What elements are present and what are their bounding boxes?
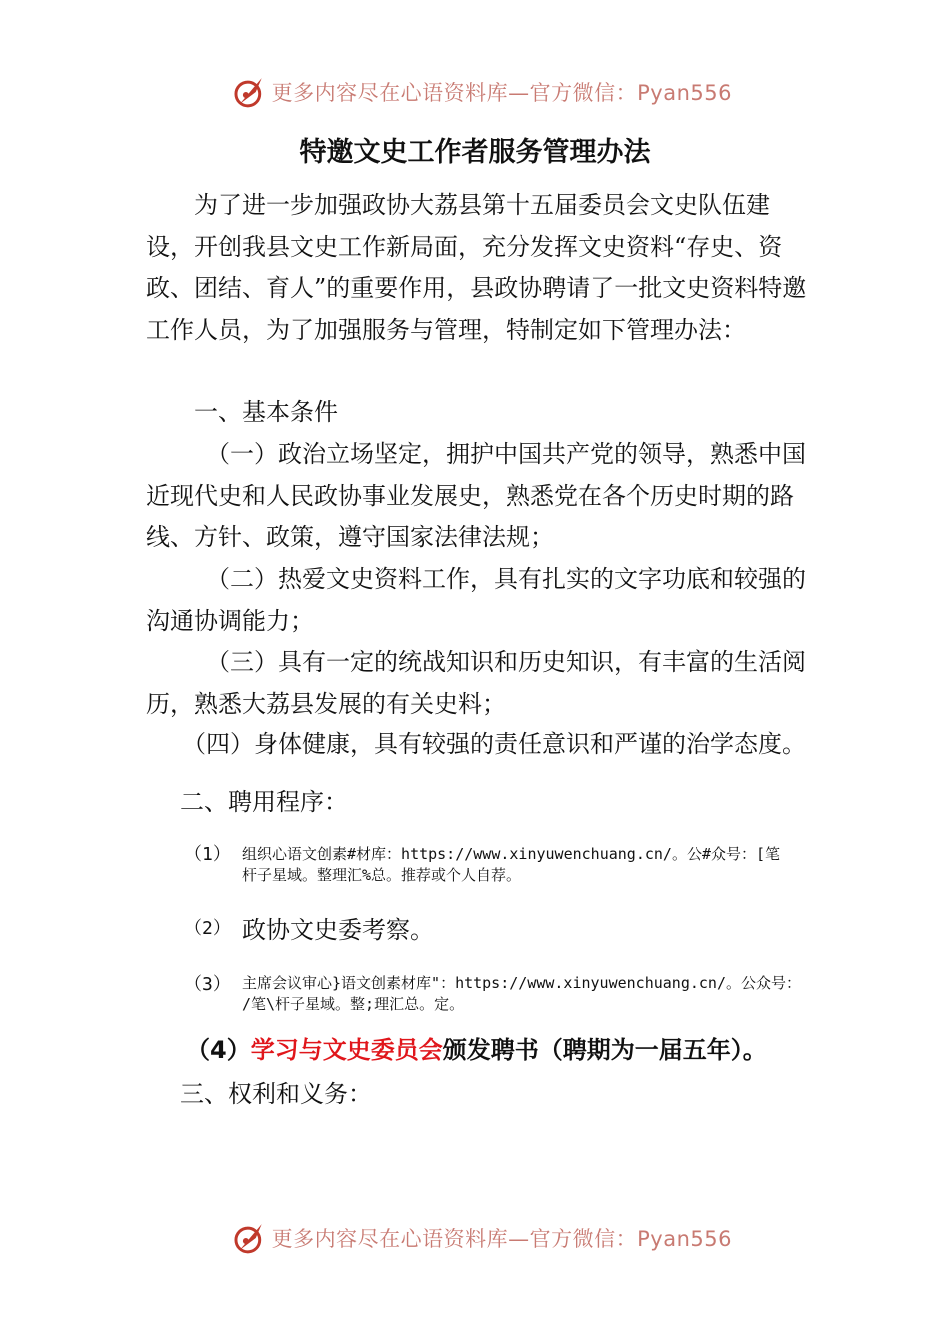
step4-red-text: 学习与文史委员会: [250, 1036, 443, 1064]
watermark-text: 更多内容尽在心语资料库—官方微信：Pyan556: [271, 1227, 732, 1251]
section1-heading: 一、基本条件: [194, 398, 338, 426]
step1-number: （1）: [184, 844, 231, 865]
footer-watermark-banner: [232, 1218, 732, 1258]
step2-number: （2）: [184, 918, 231, 939]
quill-logo-icon: [232, 1220, 268, 1256]
step3-number: （3）: [184, 974, 231, 995]
condition-item-2: （二）热爱文史资料工作，具有扎实的文字功底和较强的沟通协调能力；: [146, 565, 806, 635]
section2-heading: 二、聘用程序：: [180, 788, 348, 816]
condition-item-1: （一）政治立场坚定，拥护中国共产党的领导，熟悉中国近现代史和人民政协事业发展史，熟悉党在各个历史时期的路线、方针、政策，遵守国家法律法规；: [146, 440, 806, 551]
step4-number: （4）: [186, 1036, 251, 1064]
step3-line2: /笔\杆子星域。整;理汇总。定。: [242, 995, 465, 1013]
step2-text: 政协文史委考察。: [242, 916, 434, 944]
step4-line: [186, 1030, 767, 1065]
step1-line1: 组织心语文创素#材库：https://www.xinyuwenchuang.cn/。公#众号：[笔: [242, 845, 781, 863]
step3-line1: 主席会议审心}语文创素材库"：https://www.xinyuwenchuang.cn/。公众号：: [242, 974, 801, 992]
condition-item-3: （三）具有一定的统战知识和历史知识，有丰富的生活阅历，熟悉大荔县发展的有关史料；: [146, 648, 806, 718]
section3-heading: 三、权利和义务：: [180, 1080, 372, 1108]
condition-item-4: （四）身体健康，具有较强的责任意识和严谨的治学态度。: [182, 730, 806, 758]
quill-logo-icon: [232, 74, 268, 110]
step4-text: 颁发聘书（聘期为一届五年）。: [442, 1036, 767, 1064]
watermark-text: 更多内容尽在心语资料库—官方微信：Pyan556: [271, 81, 732, 105]
header-watermark-banner: [232, 72, 732, 112]
step1-line2: 杆子星域。整理汇%总。推荐或个人自荐。: [242, 866, 522, 884]
intro-paragraph: 为了进一步加强政协大荔县第十五届委员会文史队伍建设，开创我县文史工作新局面，充分发挥文史资料“存史、资政、团结、育人”的重要作用，县政协聘请了一批文史资料特邀工作人员，为了加强服务与管理，特制定如下管理办法：: [146, 191, 807, 344]
document-title: 特邀文史工作者服务管理办法: [299, 137, 651, 168]
